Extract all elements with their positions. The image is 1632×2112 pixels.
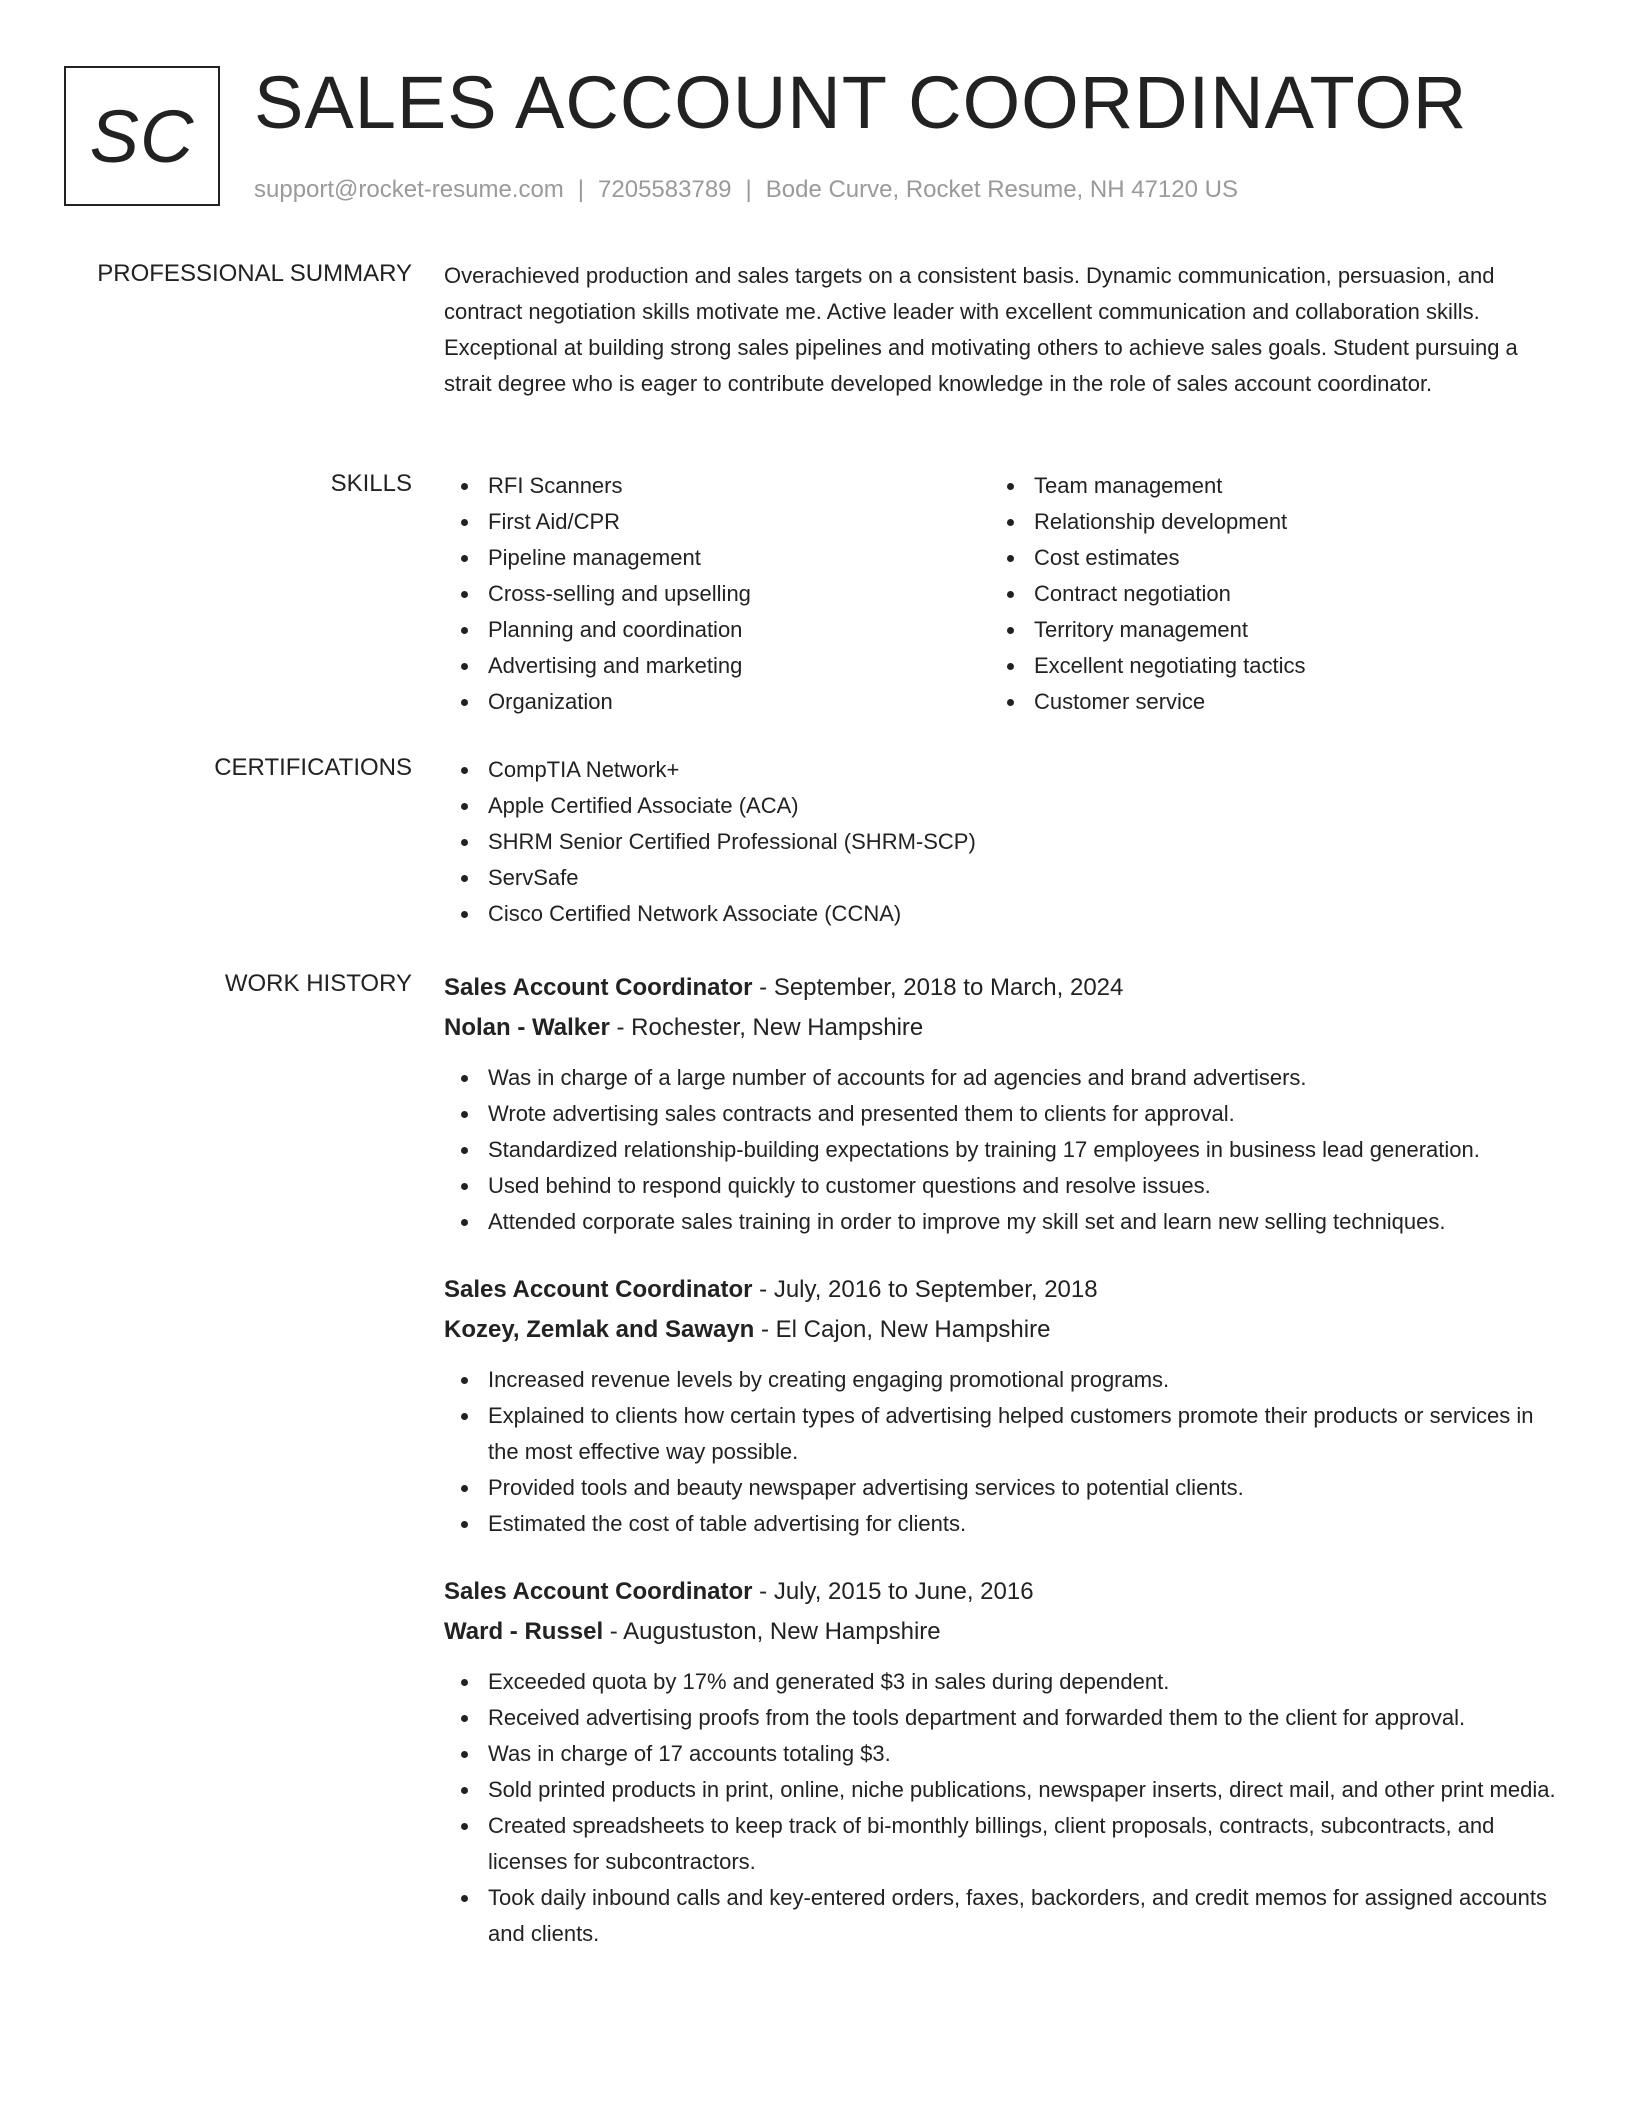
skills-list-right bbox=[990, 468, 1536, 720]
job-company: Nolan - Walker bbox=[444, 1014, 610, 1041]
job-company-line bbox=[444, 1612, 1564, 1652]
job-location: - El Cajon, New Hampshire bbox=[754, 1316, 1051, 1343]
summary-text: Overachieved production and sales targets on a consistent basis. Dynamic communication, persuasion, and contract negotiation skills motivate me. Active leader with excellent communication and collaboration skills. Exceptional at building strong sales pipelines and motivating others to achieve sales goals. Student pursuing a strait degree who is eager to contribute developed knowledge in the role of sales account coordinator. bbox=[444, 263, 1518, 396]
skill-item: Excellent negotiating tactics bbox=[990, 648, 1536, 684]
certification-item: SHRM Senior Certified Professional (SHRM-SCP) bbox=[444, 824, 1564, 860]
skill-item: Planning and coordination bbox=[444, 612, 990, 648]
job-duty: Exceeded quota by 17% and generated $3 in sales during dependent. bbox=[444, 1664, 1564, 1700]
contact-separator: | bbox=[745, 176, 752, 203]
job-title: Sales Account Coordinator bbox=[444, 1276, 753, 1303]
job-title-line bbox=[444, 968, 1564, 1008]
summary-heading: PROFESSIONAL SUMMARY bbox=[97, 260, 412, 287]
job-duties-list bbox=[444, 1060, 1564, 1240]
monogram-initials: SC bbox=[89, 94, 195, 178]
job-entry bbox=[444, 1270, 1564, 1542]
monogram-box bbox=[64, 66, 220, 206]
job-company-line bbox=[444, 1310, 1564, 1350]
resume-title: SALES ACCOUNT COORDINATOR bbox=[254, 61, 1468, 144]
job-dates: - September, 2018 to March, 2024 bbox=[752, 974, 1124, 1001]
contact-separator: | bbox=[577, 176, 585, 203]
job-duty: Provided tools and beauty newspaper advertising services to potential clients. bbox=[444, 1470, 1564, 1506]
certification-item: ServSafe bbox=[444, 860, 1564, 896]
certifications-body bbox=[444, 752, 1564, 932]
skill-item: Contract negotiation bbox=[990, 576, 1536, 612]
skill-item: Relationship development bbox=[990, 504, 1536, 540]
job-duty: Used behind to respond quickly to customer questions and resolve issues. bbox=[444, 1168, 1564, 1204]
job-duty: Was in charge of 17 accounts totaling $3. bbox=[444, 1736, 1564, 1772]
skill-item: First Aid/CPR bbox=[444, 504, 990, 540]
contact-address: Bode Curve, Rocket Resume, NH 47120 US bbox=[765, 176, 1238, 203]
job-duty: Increased revenue levels by creating engaging promotional programs. bbox=[444, 1362, 1564, 1398]
certification-item: Apple Certified Associate (ACA) bbox=[444, 788, 1564, 824]
skill-item: Territory management bbox=[990, 612, 1536, 648]
certification-item: Cisco Certified Network Associate (CCNA) bbox=[444, 896, 1564, 932]
summary-body bbox=[444, 258, 1564, 402]
skills-list-left bbox=[444, 468, 990, 720]
job-duties-list bbox=[444, 1362, 1564, 1542]
skill-item: RFI Scanners bbox=[444, 468, 990, 504]
job-location: - Augustuston, New Hampshire bbox=[603, 1618, 941, 1645]
skill-item: Team management bbox=[990, 468, 1536, 504]
contact-line bbox=[254, 174, 1238, 206]
job-title: Sales Account Coordinator bbox=[444, 1578, 753, 1605]
job-title: Sales Account Coordinator bbox=[444, 974, 753, 1001]
contact-phone: 7205583789 bbox=[598, 176, 732, 203]
certifications-list bbox=[444, 752, 1564, 932]
skill-item: Advertising and marketing bbox=[444, 648, 990, 684]
job-duty: Estimated the cost of table advertising for clients. bbox=[444, 1506, 1564, 1542]
skills-body bbox=[444, 468, 1564, 720]
job-duty: Received advertising proofs from the tools department and forwarded them to the client for approval. bbox=[444, 1700, 1564, 1736]
contact-email: support@rocket-resume.com bbox=[254, 176, 564, 203]
job-title-line bbox=[444, 1270, 1564, 1310]
job-company: Kozey, Zemlak and Sawayn bbox=[444, 1316, 755, 1343]
job-duty: Took daily inbound calls and key-entered orders, faxes, backorders, and credit memos for assigned accounts and clients. bbox=[444, 1880, 1564, 1952]
job-duty: Sold printed products in print, online, niche publications, newspaper inserts, direct mail, and other print media. bbox=[444, 1772, 1564, 1808]
job-duties-list bbox=[444, 1664, 1564, 1952]
job-title-line bbox=[444, 1572, 1564, 1612]
job-duty: Standardized relationship-building expectations by training 17 employees in business lead generation. bbox=[444, 1132, 1564, 1168]
job-company-line bbox=[444, 1008, 1564, 1048]
job-company: Ward - Russel bbox=[444, 1618, 604, 1645]
job-duty: Wrote advertising sales contracts and presented them to clients for approval. bbox=[444, 1096, 1564, 1132]
certifications-heading: CERTIFICATIONS bbox=[214, 754, 412, 781]
job-duty: Created spreadsheets to keep track of bi-monthly billings, client proposals, contracts, subcontracts, and licenses for subcontractors. bbox=[444, 1808, 1564, 1880]
job-entry bbox=[444, 1572, 1564, 1952]
job-duty: Explained to clients how certain types of advertising helped customers promote their products or services in the most effective way possible. bbox=[444, 1398, 1564, 1470]
work-history-body bbox=[444, 968, 1564, 1982]
skill-item: Pipeline management bbox=[444, 540, 990, 576]
skills-heading: SKILLS bbox=[330, 470, 412, 497]
job-duty: Attended corporate sales training in order to improve my skill set and learn new selling techniques. bbox=[444, 1204, 1564, 1240]
work-history-heading: WORK HISTORY bbox=[224, 970, 412, 997]
job-duty: Was in charge of a large number of accounts for ad agencies and brand advertisers. bbox=[444, 1060, 1564, 1096]
job-entry bbox=[444, 968, 1564, 1240]
skill-item: Cross-selling and upselling bbox=[444, 576, 990, 612]
skill-item: Customer service bbox=[990, 684, 1536, 720]
skill-item: Organization bbox=[444, 684, 990, 720]
job-location: - Rochester, New Hampshire bbox=[609, 1014, 924, 1041]
skills-grid bbox=[444, 468, 1564, 720]
job-dates: - July, 2016 to September, 2018 bbox=[752, 1276, 1098, 1303]
skill-item: Cost estimates bbox=[990, 540, 1536, 576]
job-dates: - July, 2015 to June, 2016 bbox=[752, 1578, 1034, 1605]
certification-item: CompTIA Network+ bbox=[444, 752, 1564, 788]
